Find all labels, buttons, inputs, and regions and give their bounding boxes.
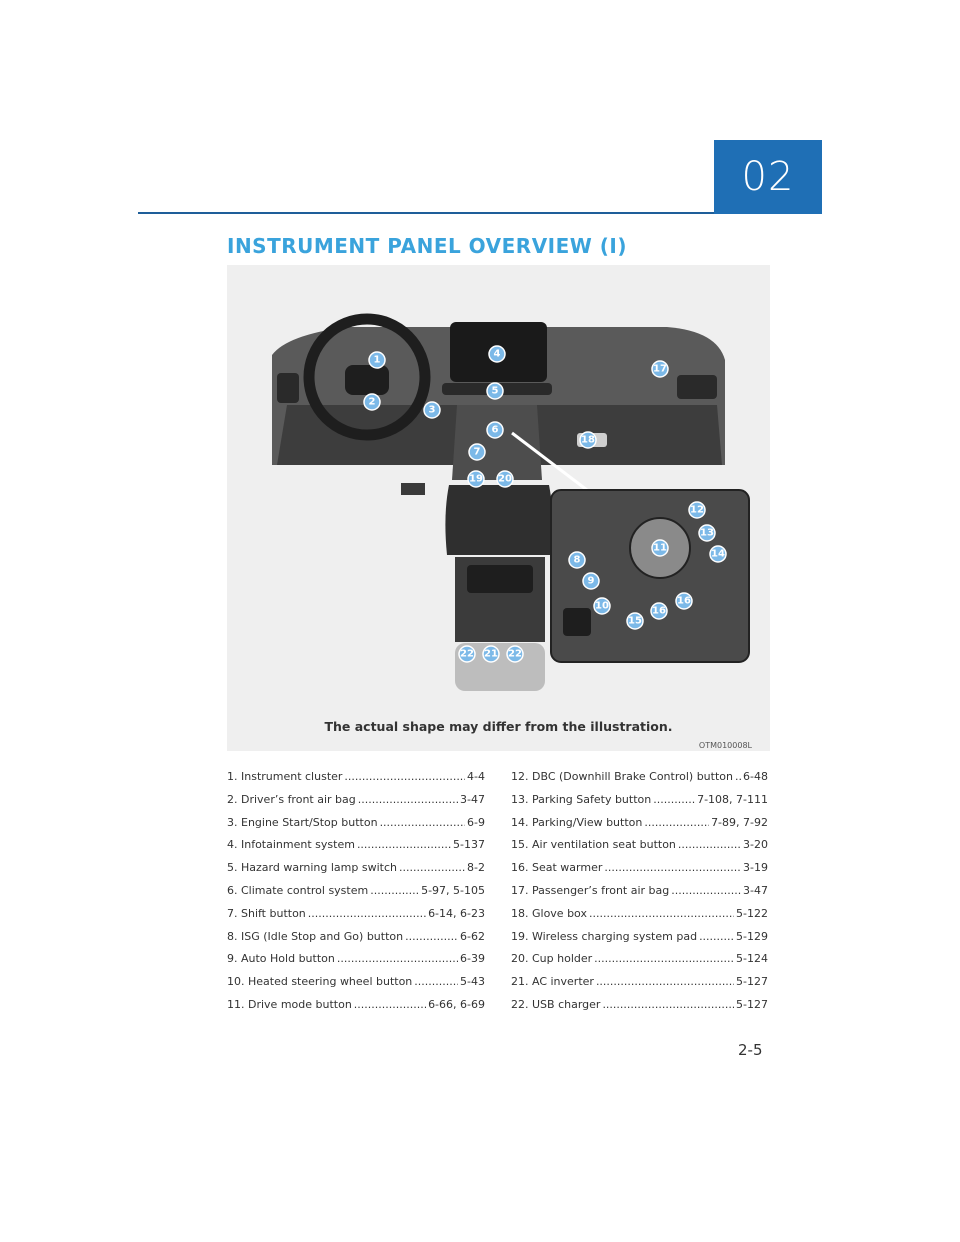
svg-text:3: 3 (428, 404, 436, 416)
list-item (511, 816, 768, 839)
item-page: 5-127 (736, 997, 768, 1011)
svg-text:12: 12 (690, 504, 704, 516)
marker-5 (487, 383, 503, 399)
chapter-tab: 02 (714, 140, 822, 214)
svg-text:5: 5 (491, 385, 499, 397)
svg-text:1: 1 (373, 354, 381, 366)
item-label: 20. Cup holder (511, 952, 593, 966)
item-page: 6-39 (460, 952, 485, 966)
list-item (227, 793, 485, 816)
item-page: 6-48 (743, 770, 768, 783)
item-page: 3-19 (743, 861, 768, 875)
item-label: 8. ISG (Idle Stop and Go) button (227, 929, 404, 943)
svg-text:9: 9 (587, 575, 595, 587)
list-item (511, 838, 768, 861)
item-page: 6-66, 6-69 (428, 997, 485, 1011)
list-item (227, 884, 485, 907)
svg-text:8: 8 (573, 554, 581, 566)
svg-text:7: 7 (473, 446, 481, 458)
marker-13 (699, 525, 715, 541)
item-page: 3-20 (743, 838, 768, 852)
item-label: 21. AC inverter (511, 975, 594, 989)
marker-3 (424, 402, 440, 418)
item-label: 5. Hazard warning lamp switch (227, 861, 397, 875)
svg-text:17: 17 (653, 363, 667, 375)
list-item (511, 793, 768, 816)
item-page: 7-89, 7-92 (711, 815, 768, 829)
svg-text:10: 10 (595, 600, 609, 612)
list-item (227, 998, 485, 1021)
svg-text:22: 22 (508, 648, 522, 660)
item-label: 10. Heated steering wheel button (227, 975, 413, 989)
item-label: 16. Seat warmer (511, 861, 603, 875)
item-label: 2. Driver’s front air bag (227, 792, 356, 806)
list-item (227, 770, 485, 793)
item-label: 1. Instrument cluster (227, 770, 343, 783)
marker-22a (459, 646, 475, 662)
marker-6 (487, 422, 503, 438)
marker-14 (710, 546, 726, 562)
item-page: 6-14, 6-23 (428, 906, 485, 920)
list-item (227, 952, 485, 975)
item-page: 5-137 (453, 838, 485, 852)
marker-1 (369, 352, 385, 368)
svg-text:4: 4 (493, 348, 501, 360)
item-label: 19. Wireless charging system pad (511, 929, 698, 943)
item-label: 11. Drive mode button (227, 997, 352, 1011)
item-label: 15. Air ventilation seat button (511, 838, 676, 852)
svg-text:2: 2 (368, 396, 376, 408)
marker-18 (580, 432, 596, 448)
item-page: 5-127 (736, 975, 768, 989)
svg-text:21: 21 (484, 648, 498, 660)
item-page: 5-129 (736, 929, 768, 943)
item-page: 6-62 (460, 929, 485, 943)
item-label: 6. Climate control system (227, 883, 369, 897)
callout-markers (227, 265, 770, 751)
list-item (227, 838, 485, 861)
item-label: 9. Auto Hold button (227, 952, 335, 966)
item-page: 3-47 (460, 792, 485, 806)
list-item (511, 998, 768, 1021)
figure-code: OTM010008L (698, 741, 752, 750)
marker-16b (676, 593, 692, 609)
svg-text:22: 22 (460, 648, 474, 660)
marker-8 (569, 552, 585, 568)
list-item (227, 975, 485, 998)
list-item (227, 816, 485, 839)
list-item (511, 907, 768, 930)
marker-15 (627, 613, 643, 629)
marker-7 (469, 444, 485, 460)
item-label: 18. Glove box (511, 906, 587, 920)
right-legend-list (511, 770, 768, 1021)
marker-19 (468, 471, 484, 487)
svg-text:19: 19 (469, 473, 483, 485)
left-legend-list (227, 770, 485, 1021)
instrument-panel-illustration (227, 265, 770, 751)
svg-text:6: 6 (491, 424, 499, 436)
item-label: 13. Parking Safety button (511, 792, 652, 806)
item-page: 5-97, 5-105 (421, 883, 485, 897)
list-item (511, 884, 768, 907)
marker-16a (651, 603, 667, 619)
marker-17 (652, 361, 668, 377)
item-page: 7-108, 7-111 (697, 792, 768, 806)
list-item (511, 975, 768, 998)
marker-2 (364, 394, 380, 410)
item-page: 5-124 (736, 952, 768, 966)
page-number: 2-5 (738, 1041, 763, 1059)
item-page: 5-122 (736, 906, 768, 920)
list-item (511, 770, 768, 793)
item-label: 7. Shift button (227, 906, 306, 920)
item-label: 3. Engine Start/Stop button (227, 815, 378, 829)
page-title: INSTRUMENT PANEL OVERVIEW (I) (227, 234, 628, 258)
marker-10 (594, 598, 610, 614)
item-page: 5-43 (460, 975, 485, 989)
item-label: 17. Passenger’s front air bag (511, 883, 670, 897)
svg-text:20: 20 (498, 473, 512, 485)
figure-caption: The actual shape may differ from the illustration. (324, 719, 673, 734)
list-item (511, 861, 768, 884)
marker-9 (583, 573, 599, 589)
svg-text:15: 15 (628, 615, 642, 627)
item-label: 12. DBC (Downhill Brake Control) button (511, 770, 733, 783)
svg-text:13: 13 (700, 527, 714, 539)
marker-11 (652, 540, 668, 556)
marker-21 (483, 646, 499, 662)
marker-22b (507, 646, 523, 662)
list-item (227, 930, 485, 953)
svg-text:16: 16 (677, 595, 691, 607)
item-page: 3-47 (743, 883, 768, 897)
item-page: 4-4 (467, 770, 485, 783)
item-page: 6-9 (467, 815, 485, 829)
svg-text:11: 11 (653, 542, 667, 554)
item-label: 4. Infotainment system (227, 838, 355, 852)
list-item (227, 907, 485, 930)
item-label: 14. Parking/View button (511, 815, 643, 829)
marker-4 (489, 346, 505, 362)
list-item (227, 861, 485, 884)
svg-text:16: 16 (652, 605, 666, 617)
svg-text:14: 14 (711, 548, 725, 560)
marker-12 (689, 502, 705, 518)
header-rule (138, 212, 714, 214)
item-page: 8-2 (467, 861, 485, 875)
list-item (511, 952, 768, 975)
item-label: 22. USB charger (511, 997, 601, 1011)
list-item (511, 930, 768, 953)
marker-20 (497, 471, 513, 487)
svg-text:18: 18 (581, 434, 595, 446)
